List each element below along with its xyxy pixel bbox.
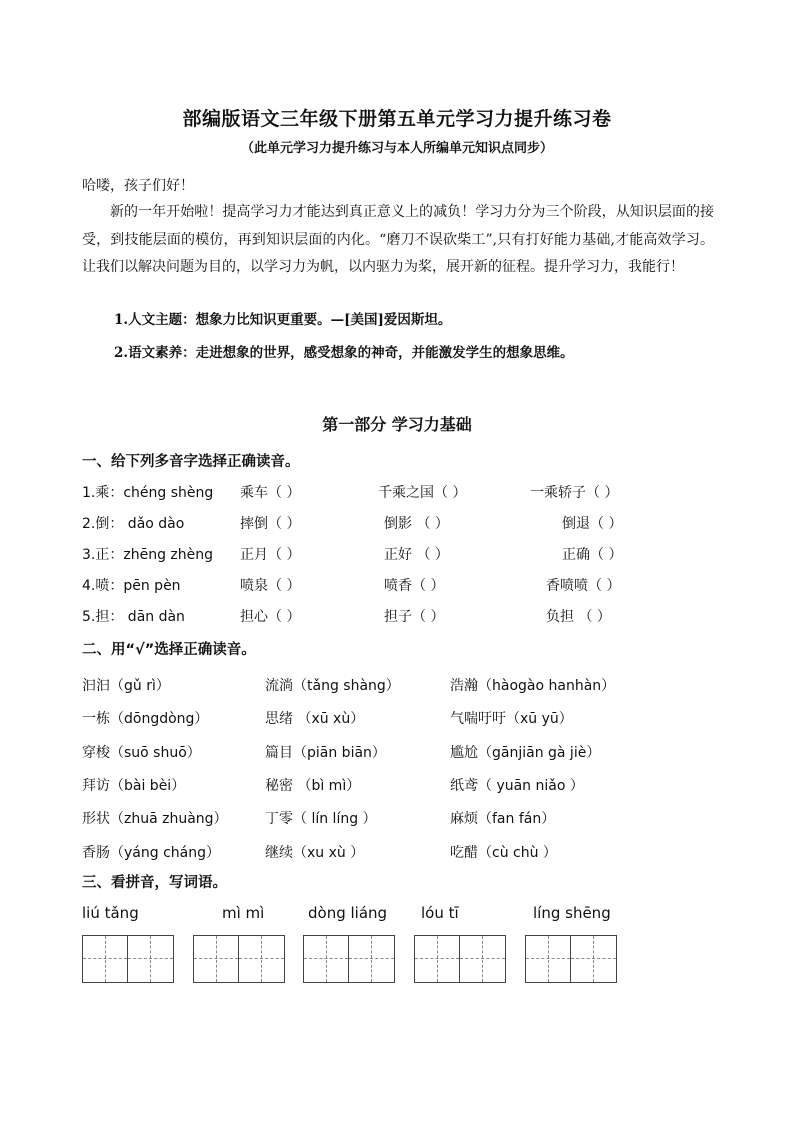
q2-row-2-col-2[interactable]: 思绪 （xū xù） [265,711,365,727]
q2-row-6-col-3[interactable]: 吃醋（cù chù ） [450,845,557,861]
question-3-heading: 三、看拼音，写词语。 [82,875,227,891]
q2-row-1-col-3[interactable]: 浩瀚（hàogào hanhàn） [450,678,616,694]
q1-row-2-item-c[interactable]: 倒退（ ） [562,516,623,532]
writing-cell[interactable] [239,936,284,982]
q1-row-1-item-a[interactable]: 乘车（ ） [240,485,301,501]
q2-row-2-col-3[interactable]: 气喘吁吁（xū yū） [450,711,573,727]
writing-cell[interactable] [128,936,173,982]
writing-cell[interactable] [460,936,505,982]
q1-row-2-item-a[interactable]: 摔倒（ ） [240,516,301,532]
q2-row-5-col-1[interactable]: 形状（zhuā zhuàng） [82,811,228,827]
writing-cell[interactable] [83,936,128,982]
greeting: 哈喽，孩子们好！ [82,178,194,194]
q2-row-3-col-3[interactable]: 尴尬（gānjiān gà jiè） [450,745,601,761]
q1-row-5-item-c[interactable]: 负担 （ ） [546,609,611,625]
q1-row-3-label: 3.正：zhēng zhèng [82,547,213,563]
page-subtitle: （此单元学习力提升练习与本人所编单元知识点同步） [240,141,553,156]
question-2-heading: 二、用“√”选择正确读音。 [82,642,256,658]
part-title: 第一部分 学习力基础 [322,415,472,434]
q1-row-4-item-b[interactable]: 喷香（ ） [384,578,445,594]
pinyin-5: líng shēng [533,904,611,922]
q1-row-5-item-b[interactable]: 担子（ ） [384,609,445,625]
q2-row-1-col-2[interactable]: 流淌（tǎng shàng） [265,678,400,694]
intro-paragraph: 新的一年开始啦！提高学习力才能达到真正意义上的减负！学习力分为三个阶段，从知识层面的接受，到技能层面的模仿，再到知识层面的内化。“磨刀不误砍柴工”,只有打好能力基础,才能高效学习。让我们以解决问题为目的，以学习力为帆，以内驱力为桨，展开新的征程。提升学习力，我能行！ [82,204,714,275]
q1-row-3-item-c[interactable]: 正确（ ） [562,547,623,563]
writing-grid-1[interactable] [82,935,174,983]
q2-row-4-col-2[interactable]: 秘密 （bì mì） [265,778,361,794]
pinyin-1: liú tǎng [82,904,139,922]
q1-row-1-item-c[interactable]: 一乘轿子（ ） [530,485,619,501]
writing-cell[interactable] [194,936,239,982]
writing-grid-2[interactable] [193,935,285,983]
writing-cell[interactable] [415,936,460,982]
q2-row-1-col-1[interactable]: 汩汩（gǔ rì） [82,678,170,694]
writing-grid-5[interactable] [525,935,617,983]
q1-row-2-item-b[interactable]: 倒影 （ ） [384,516,449,532]
pinyin-2: mì mì [222,904,265,922]
q1-row-4-item-c[interactable]: 香喷喷（ ） [546,578,621,594]
writing-grid-4[interactable] [414,935,506,983]
q1-row-5-label: 5.担： dān dàn [82,609,185,625]
writing-cell[interactable] [571,936,616,982]
writing-cell[interactable] [526,936,571,982]
q2-row-5-col-2[interactable]: 丁零（ lín líng ） [265,811,377,827]
q2-row-2-col-1[interactable]: 一栋（dōngdòng） [82,711,209,727]
writing-grid-3[interactable] [303,935,395,983]
theme-line-1: 1.人文主题：想象力比知识更重要。—[美国]爱因斯坦。 [114,312,452,328]
q2-row-6-col-2[interactable]: 继续（xu xù ） [265,845,365,861]
q2-row-4-col-1[interactable]: 拜访（bài bèi） [82,778,186,794]
q1-row-4-label: 4.喷：pēn pèn [82,578,181,594]
q2-row-4-col-3[interactable]: 纸鸢（ yuān niǎo ） [450,778,584,794]
page-title: 部编版语文三年级下册第五单元学习力提升练习卷 [182,108,612,130]
question-1-heading: 一、给下列多音字选择正确读音。 [82,454,300,470]
q1-row-4-item-a[interactable]: 喷泉（ ） [240,578,301,594]
q1-row-3-item-b[interactable]: 正好 （ ） [384,547,449,563]
theme-line-2: 2.语文素养：走进想象的世界，感受想象的神奇，并能激发学生的想象思维。 [114,345,574,361]
writing-cell[interactable] [349,936,394,982]
q1-row-1-item-b[interactable]: 千乘之国（ ） [378,485,467,501]
writing-cell[interactable] [304,936,349,982]
q2-row-3-col-1[interactable]: 穿梭（suō shuō） [82,745,201,761]
q2-row-3-col-2[interactable]: 篇目（piān biān） [265,745,386,761]
q1-row-2-label: 2.倒： dǎo dào [82,516,185,532]
pinyin-4: lóu tī [421,904,459,922]
q1-row-1-label: 1.乘：chéng shèng [82,485,214,501]
q1-row-5-item-a[interactable]: 担心（ ） [240,609,301,625]
pinyin-3: dòng liáng [308,904,388,922]
q2-row-5-col-3[interactable]: 麻烦（fan fán） [450,811,556,827]
q1-row-3-item-a[interactable]: 正月（ ） [240,547,301,563]
q2-row-6-col-1[interactable]: 香肠（yáng cháng） [82,845,220,861]
